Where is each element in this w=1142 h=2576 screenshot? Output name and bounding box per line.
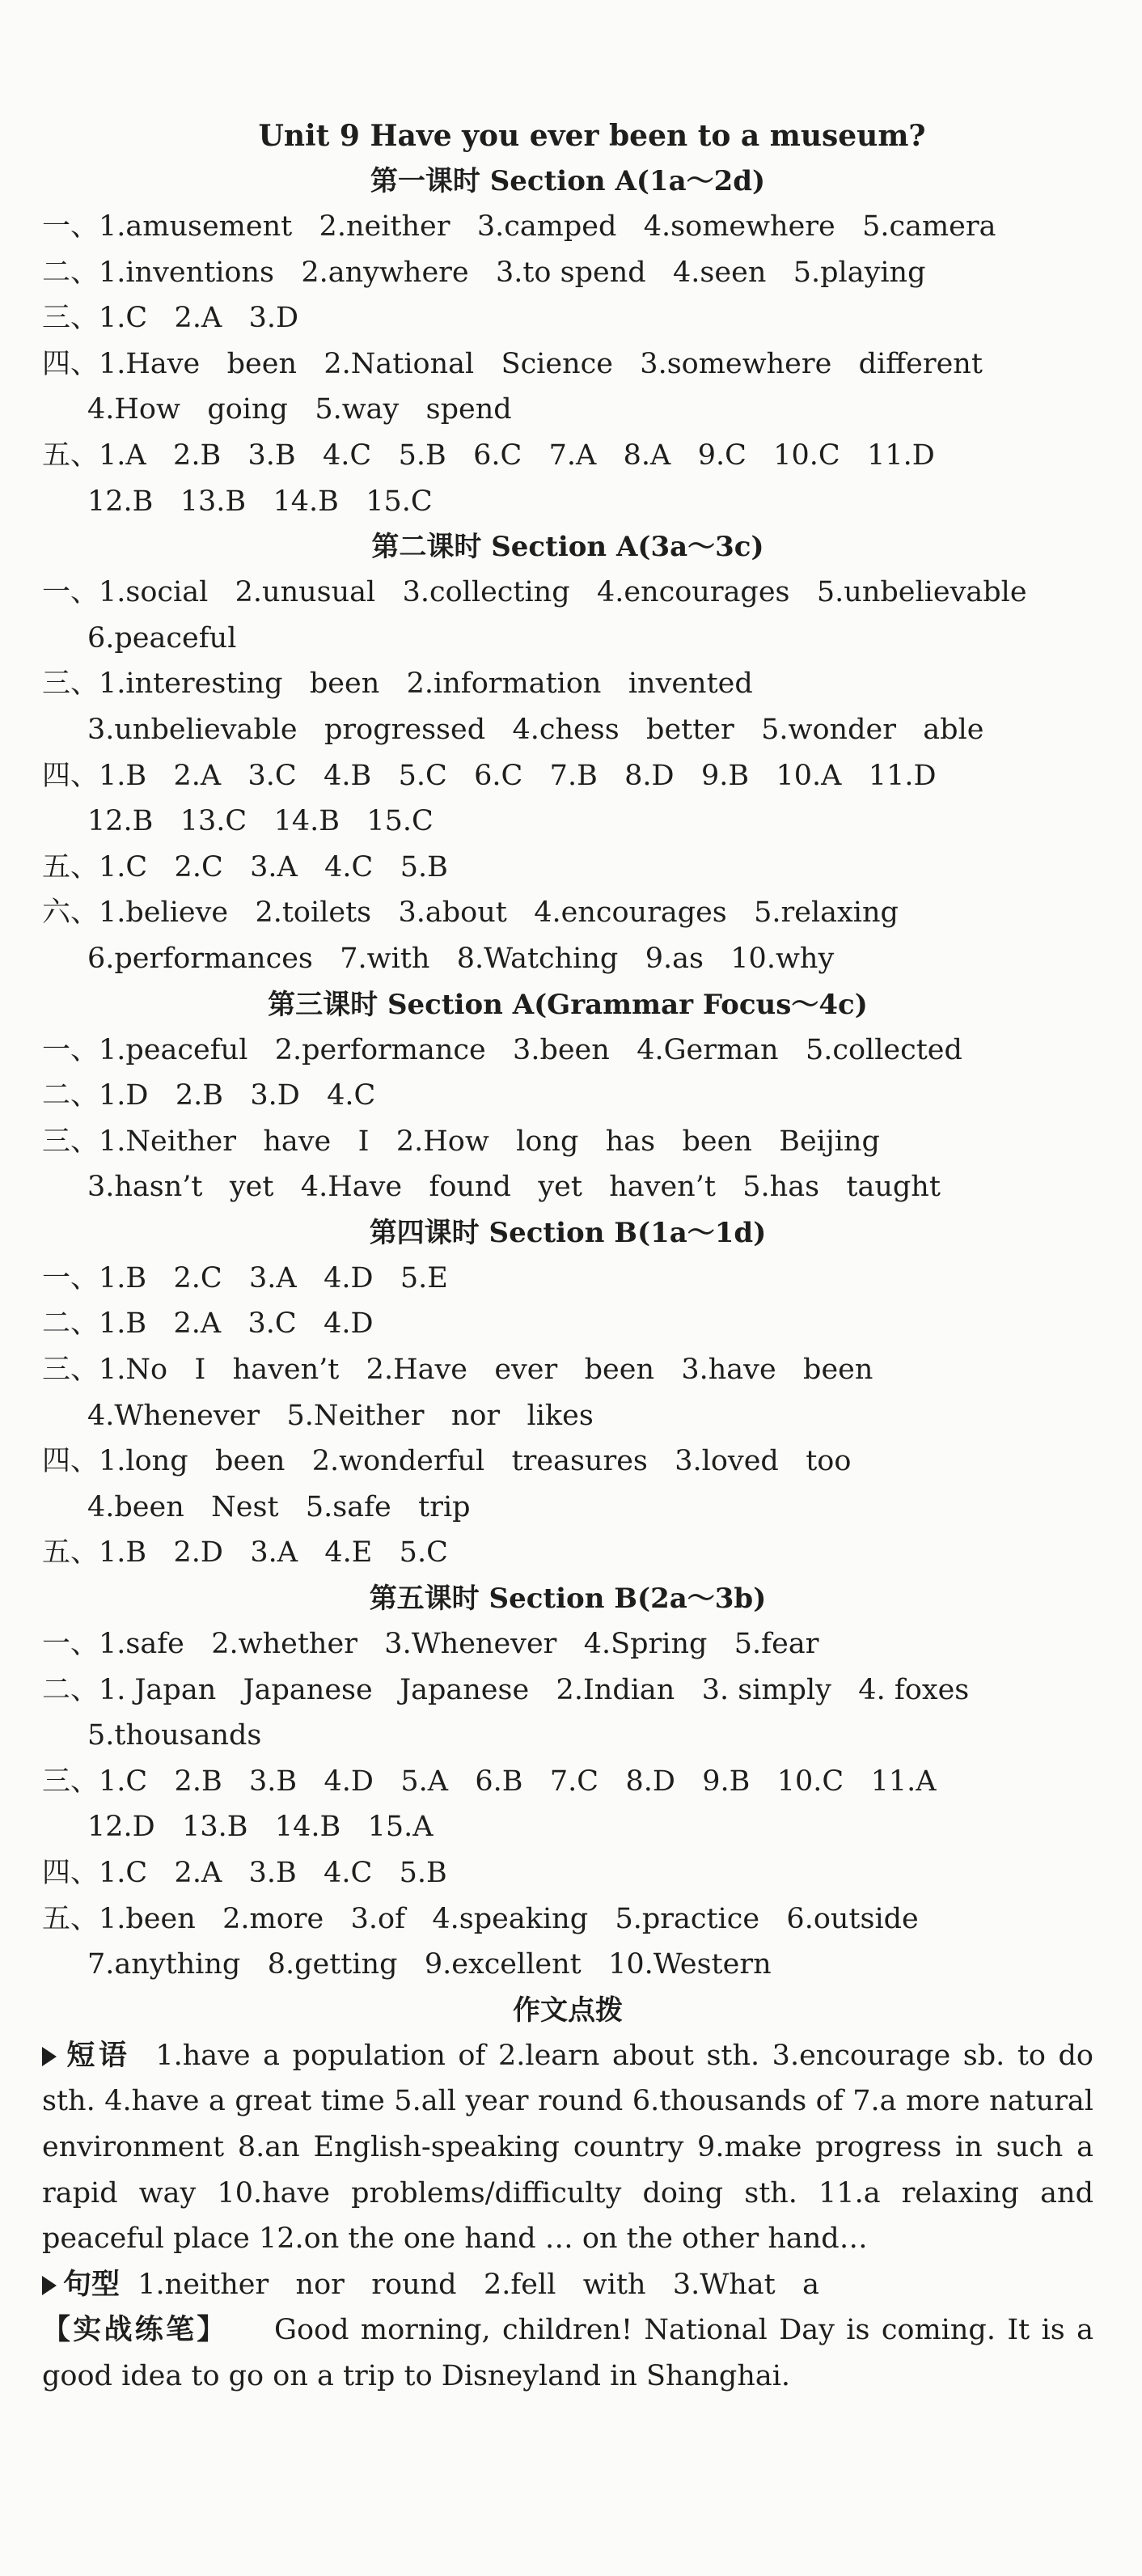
answer-line: 二、1. Japan Japanese Japanese 2.Indian 3. simply 4. foxes <box>42 1673 970 1706</box>
section-heading: 第四课时 Section B(1a～1d) <box>369 1216 767 1249</box>
answer-line: 三、1.interesting been 2.information invented <box>42 667 753 701</box>
answer-line: 三、1.C 2.A 3.D <box>42 302 299 335</box>
answer-line: 6.peaceful <box>87 621 237 655</box>
answer-line: 三、1.C 2.B 3.B 4.D 5.A 6.B 7.C 8.D 9.B 10.C 11.A <box>42 1765 937 1798</box>
answer-line: 5.thousands <box>87 1719 262 1752</box>
triangle-bullet-icon <box>42 2276 57 2295</box>
triangle-bullet-icon <box>42 2047 57 2066</box>
section-heading: 第三课时 Section A(Grammar Focus～4c) <box>268 988 868 1021</box>
answer-line: 五、1.B 2.D 3.A 4.E 5.C <box>42 1536 448 1570</box>
phrases-label: 短语 <box>63 2038 131 2072</box>
answer-line: 四、1.Have been 2.National Science 3.somewhere different <box>42 347 983 380</box>
section-heading: 第一课时 Section A(1a～2d) <box>370 165 766 197</box>
answer-line: 六、1.believe 2.toilets 3.about 4.encourages 5.relaxing <box>42 896 899 930</box>
answer-line: 3.hasn’t yet 4.Have found yet haven’t 5.has taught <box>87 1171 941 1204</box>
section-heading: 第二课时 Section A(3a～3c) <box>371 531 764 564</box>
answer-line: 三、1.No I haven’t 2.Have ever been 3.have been <box>42 1354 873 1387</box>
answer-line: 3.unbelievable progressed 4.chess better 5.wonder able <box>87 713 984 746</box>
section-heading: 第五课时 Section B(2a～3b) <box>369 1582 767 1616</box>
answer-line: 7.anything 8.getting 9.excellent 10.Western <box>87 1948 772 1981</box>
answer-line: 12.B 13.C 14.B 15.C <box>87 805 434 838</box>
answer-line: 6.performances 7.with 8.Watching 9.as 10.why <box>87 942 835 975</box>
answer-line: 12.B 13.B 14.B 15.C <box>87 485 433 518</box>
answer-line: 12.D 13.B 14.B 15.A <box>87 1811 434 1844</box>
answer-line: 四、1.B 2.A 3.C 4.B 5.C 6.C 7.B 8.D 9.B 10.A 11.D <box>42 759 937 792</box>
answer-line: 一、1.B 2.C 3.A 4.D 5.E <box>42 1261 448 1294</box>
answer-line: 一、1.amusement 2.neither 3.camped 4.somewhere 5.camera <box>42 210 996 243</box>
answer-line: 一、1.peaceful 2.performance 3.been 4.German 5.collected <box>42 1033 962 1066</box>
answer-line: 五、1.been 2.more 3.of 4.speaking 5.practice 6.outside <box>42 1902 919 1935</box>
answer-line: 五、1.C 2.C 3.A 4.C 5.B <box>42 850 448 883</box>
answer-line: 4.Whenever 5.Neither nor likes <box>87 1399 594 1432</box>
answer-line: 二、1.inventions 2.anywhere 3.to spend 4.seen 5.playing <box>42 256 926 289</box>
sentence-label: 句型 <box>63 2267 121 2301</box>
practice-label: 【实战练笔】 <box>42 2313 228 2347</box>
practice-text: Good morning, children! National Day is coming. It is a good idea to go on a trip to Disneyland in Shanghai. <box>42 2314 1093 2392</box>
answer-line: 一、1.safe 2.whether 3.Whenever 4.Spring 5.fear <box>42 1628 819 1661</box>
sentence-section <box>42 2262 1093 2308</box>
answer-line: 4.been Nest 5.safe trip <box>87 1490 471 1523</box>
unit-title: Unit 9 Have you ever been to a museum? <box>258 119 926 153</box>
practice-section <box>42 2307 1093 2399</box>
sentence-text: 1.neither nor round 2.fell with 3.What a <box>137 2268 819 2301</box>
answer-line: 4.How going 5.way spend <box>87 393 512 426</box>
answer-line: 一、1.social 2.unusual 3.collecting 4.encourages 5.unbelievable <box>42 576 1027 609</box>
answer-line: 四、1.long been 2.wonderful treasures 3.loved too <box>42 1445 852 1478</box>
answer-lines <box>42 159 1093 2033</box>
answer-line: 二、1.B 2.A 3.C 4.D <box>42 1307 374 1341</box>
phrases-section <box>42 2033 1093 2262</box>
phrases-text: 1.have a population of 2.learn about sth. 3.encourage sb. to do sth. 4.have a great time 5.all year round 6.thousands of 7.a more natural environment 8.an English-speaking country 9.make progress in such a rapid way 10.have problems/difficulty doing sth. 11.a relaxing and peaceful place 12.on the one hand … on the other hand… <box>42 2039 1093 2256</box>
answer-line: 三、1.Neither have I 2.How long has been Beijing <box>42 1125 880 1158</box>
answer-line: 四、1.C 2.A 3.B 4.C 5.B <box>42 1857 447 1889</box>
answer-line: 二、1.D 2.B 3.D 4.C <box>42 1079 376 1112</box>
section-heading: 作文点拨 <box>513 1993 623 2027</box>
answer-line: 五、1.A 2.B 3.B 4.C 5.B 6.C 7.A 8.A 9.C 10.C 11.D <box>42 439 935 472</box>
